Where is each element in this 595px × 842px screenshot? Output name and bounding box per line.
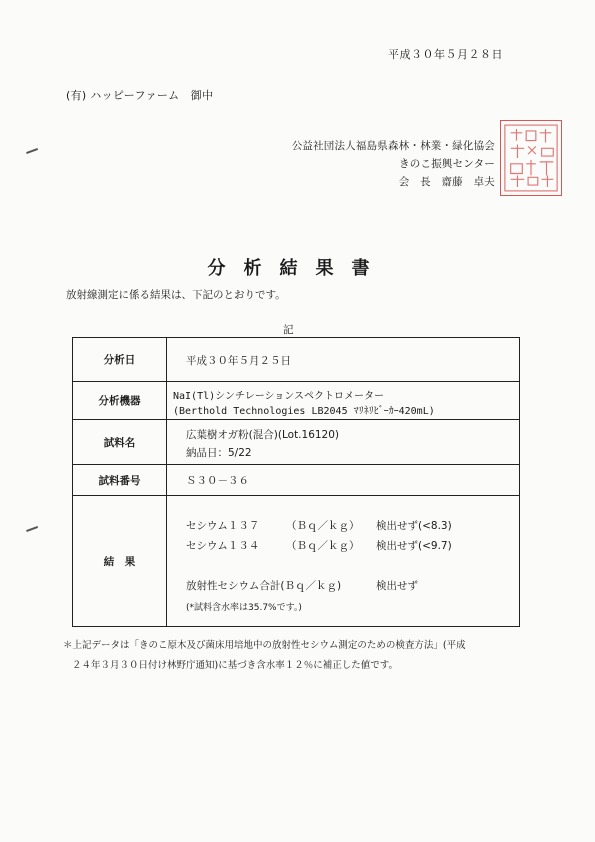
cs134-unit: （Ｂｑ／ｋｇ） xyxy=(286,540,360,552)
sample-name-value: 広葉樹オガ粉(混合)(Lot.16120) xyxy=(186,429,340,441)
footnote-line-1: ＊上記データは「きのこ原木及び菌床用培地中の放射性セシウム測定のための検査方法」(平成 xyxy=(63,640,466,651)
table-row xyxy=(73,496,519,626)
table-row xyxy=(73,382,519,420)
analysis-date-value: 平成３０年５月２５日 xyxy=(186,355,291,367)
document-date: 平成３０年５月２８日 xyxy=(388,48,503,61)
seal-icon xyxy=(501,121,561,195)
result-label: 結 果 xyxy=(73,496,167,626)
addressee: (有) ハッピーファーム 御中 xyxy=(66,89,214,102)
sample-number-value: Ｓ３０－３６ xyxy=(186,475,249,487)
results-table xyxy=(72,337,520,627)
cs137-name: セシウム１３７ xyxy=(186,520,260,532)
table-row xyxy=(73,420,519,465)
delivery-date: 納品日：5/22 xyxy=(186,447,252,459)
sender-department: きのこ振興センター xyxy=(399,158,495,170)
instrument-line-2: (Berthold Technologies LB2045 ﾏﾘﾈﾘﾋﾞｰｶｰ420mL) xyxy=(173,406,435,417)
ki-heading: 記 xyxy=(283,324,294,336)
sample-name-label: 試料名 xyxy=(73,420,167,464)
instrument-line-1: NaI(Tl)シンチレーションスペクトロメーター xyxy=(173,391,384,402)
official-seal-stamp xyxy=(500,120,562,196)
sender-person: 会 長 齋藤 卓夫 xyxy=(398,176,495,188)
cs134-name: セシウム１３４ xyxy=(186,540,260,552)
total-cesium-value: 検出せず xyxy=(376,580,418,592)
punch-mark xyxy=(26,148,38,154)
sender-organization: 公益社団法人福島県森林・林業・緑化協会 xyxy=(291,140,495,152)
document-title: 分析結果書 xyxy=(207,258,388,279)
cs134-value: 検出せず(<9.7) xyxy=(376,540,452,552)
total-cesium-name: 放射性セシウム合計(Ｂｑ／ｋｇ) xyxy=(186,580,342,592)
cs137-value: 検出せず(<8.3) xyxy=(376,520,452,532)
instrument-label: 分析機器 xyxy=(73,382,167,419)
water-content-note: (*試料含水率は35.7%です。) xyxy=(186,603,302,613)
table-row xyxy=(73,338,519,382)
analysis-date-label: 分析日 xyxy=(73,338,167,381)
cs137-unit: （Ｂｑ／ｋｇ） xyxy=(286,520,360,532)
footnote-line-2: ２４年３月３０日付け林野庁通知)に基づき含水率１２％に補正した値です。 xyxy=(72,660,398,671)
punch-mark xyxy=(26,526,38,532)
intro-text: 放射線測定に係る結果は、下記のとおりです。 xyxy=(66,289,286,301)
sample-number-label: 試料番号 xyxy=(73,465,167,495)
table-row xyxy=(73,465,519,496)
